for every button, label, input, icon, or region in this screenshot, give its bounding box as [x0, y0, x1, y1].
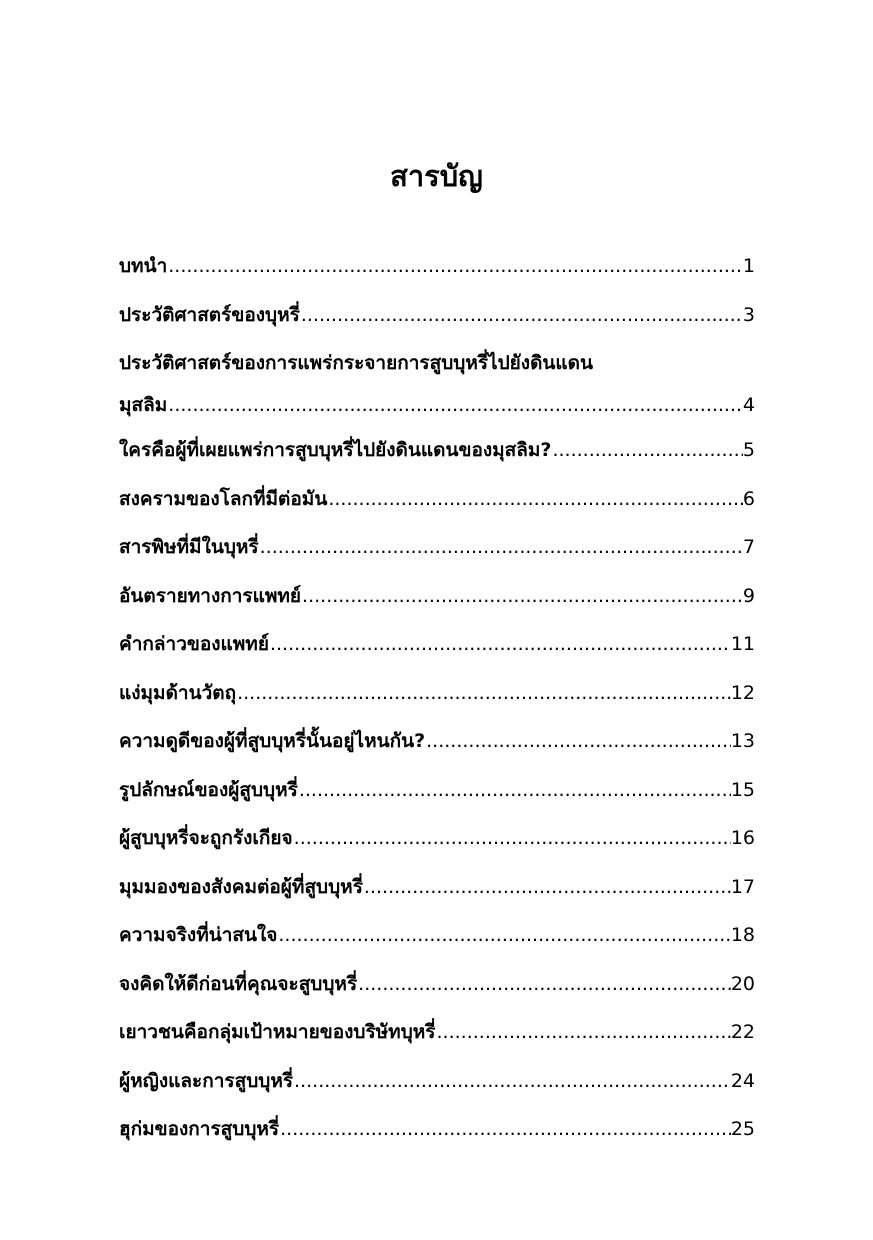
toc-entry	[119, 1061, 755, 1101]
toc-entry	[119, 527, 755, 567]
toc-page-number: 18	[730, 924, 755, 946]
toc-entry-title: ฮุก่มของการสูบบุหรี่	[119, 1118, 280, 1140]
toc-entry-title: ความจริงที่น่าสนใจ	[119, 924, 278, 946]
toc-entry-title: มุมมองของสังคมต่อผู้ที่สูบบุหรี่	[119, 875, 363, 898]
toc-entry-title: บทนำ	[119, 255, 168, 277]
toc-entry-title: ใครคือผู้ที่เผยแพร่การสูบบุหรี่ไปยังดินแดนของมุสลิม?	[119, 439, 552, 461]
toc-page-number: 25	[730, 1118, 755, 1140]
toc-entry-title: จงคิดให้ดีก่อนที่คุณจะสูบบุหรี่	[119, 972, 358, 995]
toc-entry	[119, 867, 755, 907]
dot-leader	[236, 673, 731, 713]
table-of-contents	[119, 246, 755, 1158]
toc-entry	[119, 1012, 755, 1052]
toc-row	[119, 246, 755, 286]
dot-leader	[167, 246, 743, 286]
toc-page-number: 3	[742, 303, 755, 326]
dot-leader	[279, 1109, 731, 1149]
toc-entry-title: สารพิษที่มีในบุหรี่	[119, 536, 259, 558]
dot-leader	[259, 527, 743, 567]
dot-leader	[436, 1012, 731, 1052]
toc-row	[119, 624, 755, 664]
page-title: สารบัญ	[390, 159, 483, 193]
toc-entry-title: ผู้หญิงและการสูบบุหรี่	[119, 1069, 294, 1092]
dot-leader	[293, 818, 731, 858]
toc-entry	[119, 673, 755, 713]
toc-page-number: 11	[730, 633, 755, 655]
toc-page-number: 12	[730, 681, 755, 704]
toc-entry-title: แง่มุมด้านวัตถุ	[119, 681, 237, 704]
toc-page-number: 17	[730, 875, 755, 898]
toc-entry-title: คำกล่าวของแพทย์	[119, 633, 269, 655]
dot-leader	[363, 867, 731, 907]
toc-page-number: 1	[742, 255, 755, 277]
toc-entry	[119, 721, 755, 761]
toc-page-number: 7	[742, 536, 755, 558]
toc-row	[119, 915, 755, 955]
toc-page-number: 15	[730, 778, 755, 801]
toc-row	[119, 385, 755, 425]
toc-row	[119, 673, 755, 713]
toc-entry-title: ประวัติศาสตร์ของบุหรี่	[119, 303, 300, 326]
dot-leader	[167, 385, 743, 425]
toc-page-number: 24	[730, 1069, 755, 1092]
toc-entry-title: มุสลิม	[119, 394, 168, 416]
toc-page-number: 16	[730, 827, 755, 849]
toc-page-number: 13	[730, 730, 755, 752]
dot-leader	[269, 624, 731, 664]
toc-entry	[119, 479, 755, 519]
toc-row	[119, 1061, 755, 1101]
toc-page-number: 9	[742, 584, 755, 607]
toc-row	[119, 721, 755, 761]
toc-row	[119, 527, 755, 567]
dot-leader	[293, 1061, 731, 1101]
toc-entry-title-line-1: ประวัติศาสตร์ของการแพร่กระจายการสูบบุหรี่ไปยังดินแดน	[119, 352, 593, 374]
toc-row	[119, 818, 755, 858]
dot-leader	[301, 576, 743, 616]
toc-entry	[119, 964, 755, 1004]
dot-leader	[425, 721, 731, 761]
toc-entry	[119, 915, 755, 955]
toc-entry	[119, 818, 755, 858]
toc-entry	[119, 343, 755, 425]
toc-entry-title: รูปลักษณ์ของผู้สูบบุหรี่	[119, 778, 298, 801]
toc-row	[119, 576, 755, 616]
dot-leader	[327, 479, 743, 519]
toc-entry	[119, 624, 755, 664]
toc-page-number: 5	[742, 439, 755, 461]
toc-entry	[119, 1109, 755, 1149]
toc-entry-title: ความดูดีของผู้ที่สูบบุหรี่นั้นอยู่ไหนกัน?	[119, 730, 426, 752]
toc-page-number: 22	[730, 1021, 755, 1043]
toc-entry-title: ผู้สูบบุหรี่จะถูกรังเกียจ	[119, 827, 293, 849]
dot-leader	[277, 915, 730, 955]
toc-page-number: 20	[730, 972, 755, 995]
toc-row	[119, 430, 755, 470]
toc-row	[119, 1109, 755, 1149]
toc-entry	[119, 430, 755, 470]
toc-row	[119, 964, 755, 1004]
toc-row	[119, 867, 755, 907]
toc-row	[119, 295, 755, 335]
toc-page-number: 6	[742, 487, 755, 510]
dot-leader	[300, 295, 743, 335]
toc-entry	[119, 295, 755, 335]
toc-entry	[119, 576, 755, 616]
toc-page-number: 4	[742, 394, 755, 416]
toc-row	[119, 770, 755, 810]
dot-leader	[298, 770, 731, 810]
toc-row	[119, 479, 755, 519]
toc-entry-title: อันตรายทางการแพทย์	[119, 584, 302, 607]
toc-entry	[119, 246, 755, 286]
toc-entry-title: เยาวชนคือกลุ่มเป้าหมายของบริษัทบุหรี่	[119, 1021, 436, 1043]
dot-leader	[551, 430, 742, 470]
toc-row	[119, 1012, 755, 1052]
toc-entry-title: สงครามของโลกที่มีต่อมัน	[119, 487, 328, 510]
dot-leader	[357, 964, 731, 1004]
toc-entry	[119, 770, 755, 810]
